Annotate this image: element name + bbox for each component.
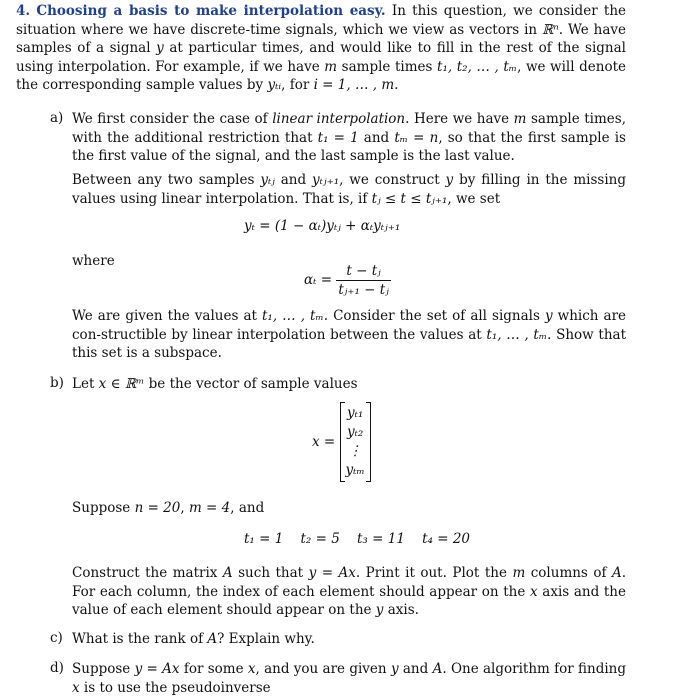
part-b-text: Let	[72, 376, 99, 392]
alpha-lhs: αₜ =	[304, 272, 333, 288]
part-b-text: be the vector of sample values	[144, 376, 358, 392]
math-times-list: t₁, t₂, … , tₘ	[437, 58, 518, 75]
intro-text-5: , we will denote the corresponding sample values by	[16, 58, 627, 94]
math-y: y	[445, 172, 454, 188]
sample-time-2: t₂ = 5	[300, 531, 340, 547]
interpolation-equation: yₜ = (1 − αₜ)yₜⱼ + αₜyₜⱼ₊₁	[244, 218, 401, 234]
math-m: m	[324, 58, 338, 75]
part-b-text: . Print it out. Plot the	[355, 565, 513, 581]
part-a-text: and	[274, 172, 313, 188]
part-b-paragraph-2	[72, 499, 626, 518]
part-d-text: is to use the pseudoinverse	[79, 679, 271, 696]
part-b-text: axis and the value of each element should appear on the	[72, 583, 626, 619]
part-b-text: . For each column, the index of each element should appear on the	[72, 565, 627, 600]
math-y-ti: yₜᵢ	[267, 77, 282, 94]
alpha-equation	[304, 262, 391, 299]
part-b-text: such that	[232, 565, 309, 581]
x-eq: x =	[312, 434, 336, 450]
math-Rn: ℝⁿ	[542, 21, 559, 38]
part-c-paragraph	[72, 630, 626, 649]
part-a-text: , we set	[447, 190, 501, 207]
part-b-paragraph-3	[72, 564, 626, 620]
math-A: A	[611, 565, 622, 581]
math-interval: tⱼ ≤ t ≤ tⱼ₊₁	[371, 190, 448, 207]
math-y: y	[390, 661, 399, 677]
part-a-text: sample times, with the additional restriction that	[72, 111, 626, 146]
sample-vector-equation	[312, 402, 371, 482]
vector-entry-2: yₜ₂	[346, 424, 364, 440]
sample-times	[244, 531, 470, 547]
sample-time-3: t₃ = 11	[357, 531, 405, 547]
math-y-eq-Ax: y = Ax	[134, 661, 180, 677]
linear-interpolation-emphasis: linear interpolation	[272, 111, 406, 127]
where-label: where	[72, 253, 115, 269]
sample-time-1: t₁ = 1	[244, 531, 284, 547]
alpha-denominator: tⱼ₊₁ − tⱼ	[338, 282, 389, 298]
vector-entry-m: yₜₘ	[345, 462, 365, 478]
math-t-range: t₁, … , tₘ	[486, 326, 548, 343]
part-a-text: . Consider the set of all signals	[323, 308, 545, 324]
math-tm-eq-n: tₘ = n	[394, 129, 439, 146]
part-a-text: which are con-structible by linear interpolation between the values at	[72, 308, 627, 343]
sample-vector	[340, 402, 371, 482]
part-a-text: Between any two samples	[72, 172, 261, 188]
math-A: A	[432, 661, 443, 677]
part-a-label: a)	[50, 110, 64, 126]
part-b-text: ,	[180, 500, 189, 516]
part-c-text: ? Explain why.	[217, 631, 315, 647]
alpha-numerator: t − tⱼ	[336, 262, 390, 281]
part-a-text: . Show that this set is a subspace.	[72, 326, 627, 362]
part-b-label: b)	[50, 375, 64, 391]
part-a-text: We first consider the case of	[72, 111, 273, 127]
math-t1-eq-1: t₁ = 1	[317, 129, 359, 146]
math-y: y	[544, 308, 553, 324]
math-n-value: n = 20	[134, 500, 181, 516]
math-y: y	[156, 40, 164, 57]
part-a-paragraph-2	[72, 171, 626, 208]
part-a-text: , so that the first sample is the first value of the signal, and the last sample is the last value.	[72, 129, 626, 165]
part-d-text: Suppose	[72, 661, 135, 677]
math-A: A	[207, 631, 218, 647]
problem-number: 4.	[16, 3, 31, 19]
part-d-paragraph	[72, 660, 626, 697]
alpha-fraction	[336, 262, 390, 299]
vector-vdots: ⋮	[348, 443, 362, 459]
math-y: y	[375, 602, 384, 619]
math-t-range: t₁, … , tₘ	[261, 308, 324, 324]
math-x: x	[72, 679, 80, 696]
part-c-text: What is the rank of	[72, 631, 208, 647]
intro-text-3: at particular times, and would like to fill in the rest of the signal using interpolation. For example, if we have	[16, 40, 626, 75]
part-d-label: d)	[50, 660, 64, 676]
part-b-paragraph-1	[72, 375, 626, 394]
part-b-text: Suppose	[72, 500, 135, 516]
part-b-text: , and	[230, 500, 265, 516]
part-d-text: . One algorithm for finding	[442, 661, 627, 677]
part-a-text: We are given the values at	[72, 308, 262, 324]
vector-entry-1: yₜ₁	[346, 405, 364, 421]
part-a-paragraph-3	[72, 307, 626, 363]
math-y-tj: yₜⱼ	[260, 172, 275, 188]
problem-title: Choosing a basis to make interpolation easy.	[36, 3, 386, 19]
part-d-text: for some	[179, 661, 248, 677]
part-a-text: , we construct	[339, 172, 446, 188]
part-a-text: . Here we have	[405, 111, 514, 127]
problem-intro	[16, 2, 626, 95]
part-a-text: and	[358, 129, 395, 146]
intro-text-6: , for	[281, 77, 314, 94]
intro-text-2: . We have samples of a signal	[16, 21, 626, 57]
math-m: m	[512, 565, 526, 581]
part-b-text: columns of	[525, 565, 612, 581]
intro-text-7: .	[394, 77, 399, 94]
math-A: A	[222, 565, 233, 581]
intro-text-4: sample times	[337, 58, 438, 75]
part-b-text: axis.	[383, 602, 419, 619]
part-c-label: c)	[50, 630, 63, 646]
math-m-value: m = 4	[188, 500, 231, 516]
part-a-paragraph-1	[72, 110, 626, 166]
part-a-text: by filling in the missing values using linear interpolation. That is, if	[72, 172, 626, 207]
math-x: x	[247, 661, 256, 677]
math-y-tj1: yₜⱼ₊₁	[312, 172, 340, 188]
math-x: x	[530, 583, 538, 600]
part-d-text: , and you are given	[255, 661, 391, 677]
math-i-range: i = 1, … , m	[313, 77, 395, 94]
sample-time-4: t₄ = 20	[422, 531, 471, 547]
intro-text-1: In this question, we consider the situation where we have discrete-time signals, which we view as vectors in	[16, 3, 626, 38]
math-m: m	[513, 111, 527, 127]
math-x-in-Rm: x ∈ ℝᵐ	[98, 376, 145, 392]
part-b-text: Construct the matrix	[72, 565, 223, 581]
math-y-eq-Ax: y = Ax	[308, 565, 356, 581]
part-d-text: and	[398, 661, 433, 677]
